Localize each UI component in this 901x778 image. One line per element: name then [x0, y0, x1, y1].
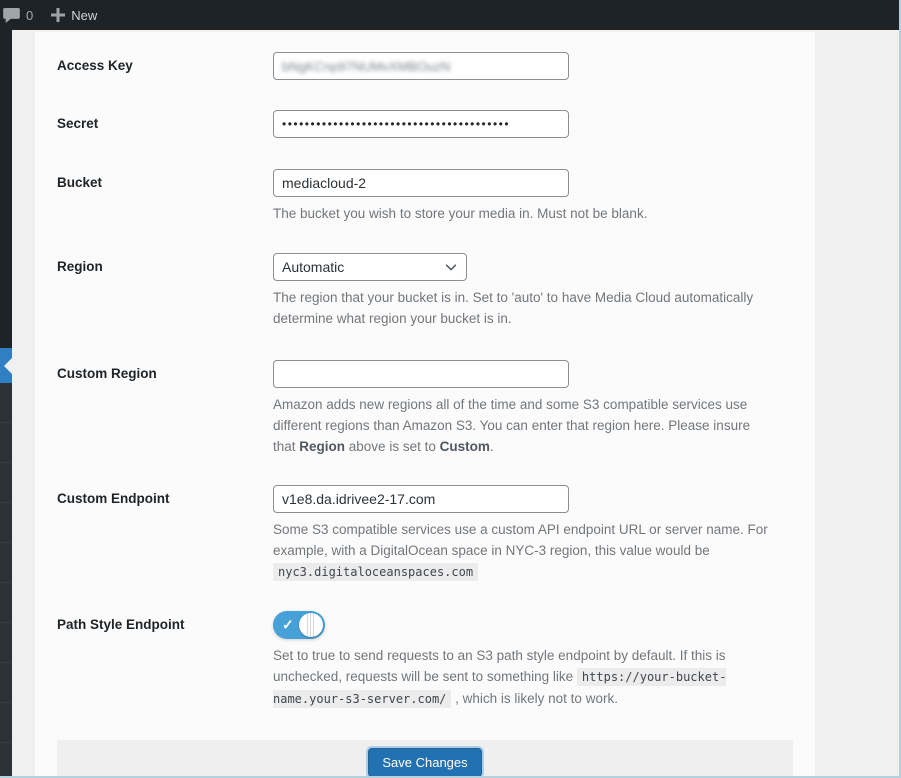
- path-style-toggle[interactable]: [273, 611, 325, 639]
- region-label: Region: [57, 259, 103, 274]
- custom-endpoint-input[interactable]: [273, 485, 569, 513]
- region-bold-ref: Region: [299, 439, 346, 454]
- region-row: [57, 253, 793, 329]
- admin-bar: [0, 0, 899, 30]
- access-key-row: [57, 52, 793, 80]
- custom-region-desc-text: above is set to: [345, 439, 440, 454]
- custom-bold-ref: Custom: [439, 439, 490, 454]
- active-menu-indicator[interactable]: [0, 348, 12, 383]
- secret-input[interactable]: [273, 110, 569, 138]
- admin-bar-comments[interactable]: [0, 0, 42, 30]
- admin-menu-bottom-segment: [0, 383, 12, 776]
- save-bar: [57, 740, 793, 778]
- comment-count: 0: [26, 7, 34, 23]
- settings-panel: [35, 32, 815, 778]
- example-url-code: https://your-bucket-name.your-s3-server.com/: [273, 670, 727, 706]
- save-changes-button[interactable]: Save Changes: [368, 748, 481, 777]
- secret-label: Secret: [57, 116, 99, 131]
- example-endpoint-code: nyc3.digitaloceanspaces.com: [273, 563, 478, 581]
- bucket-description: The bucket you wish to store your media in. Must not be blank.: [273, 206, 648, 221]
- toggle-knob: [299, 613, 323, 637]
- plus-icon: [51, 8, 65, 22]
- bucket-label: Bucket: [57, 175, 103, 190]
- comment-bubble-icon: [3, 8, 20, 23]
- new-label: New: [71, 7, 98, 23]
- region-select[interactable]: [273, 253, 467, 281]
- access-key-label: Access Key: [57, 58, 133, 73]
- admin-menu-top-segment: [0, 30, 12, 348]
- region-selected-value: Automatic: [282, 259, 345, 275]
- custom-endpoint-row: [57, 485, 793, 583]
- custom-region-desc-text: .: [489, 439, 494, 454]
- custom-endpoint-label: Custom Endpoint: [57, 491, 170, 506]
- path-style-desc-text: , which is likely not to work.: [451, 691, 618, 706]
- path-style-label: Path Style Endpoint: [57, 617, 185, 632]
- collapsed-admin-menu[interactable]: [0, 30, 12, 776]
- secret-row: [57, 110, 793, 138]
- custom-region-desc-text: Amazon adds new regions all of the time and some S3 compatible services use different regions than Amazon S3. You can enter that region here. Please insure that: [273, 397, 751, 454]
- custom-endpoint-desc-text: Some S3 compatible services use a custom API endpoint URL or server name. For example, with a DigitalOcean space in NYC-3 region, this value would be: [273, 522, 768, 558]
- custom-region-row: [57, 360, 793, 457]
- bucket-input[interactable]: [273, 169, 569, 197]
- path-style-description: [273, 645, 773, 710]
- access-key-value: bNgKCnp97NUMvXMBOuzN: [282, 58, 451, 74]
- chevron-down-icon: [444, 260, 458, 274]
- bucket-row: [57, 169, 793, 224]
- admin-bar-new[interactable]: [42, 0, 106, 30]
- access-key-input[interactable]: [273, 52, 569, 80]
- custom-region-input[interactable]: [273, 360, 569, 388]
- custom-region-description: [273, 394, 773, 457]
- custom-endpoint-description: [273, 519, 773, 583]
- path-style-desc-text: Set to true to send requests to an S3 path style endpoint by default. If this is unchecked, requests will be sent to something like: [273, 648, 726, 684]
- page-background: [12, 30, 899, 776]
- check-icon: ✓: [282, 616, 294, 633]
- region-description: The region that your bucket is in. Set to 'auto' to have Media Cloud automatically determine what region your bucket is in.: [273, 290, 754, 326]
- path-style-row: [57, 611, 793, 710]
- custom-region-label: Custom Region: [57, 366, 157, 381]
- current-page-arrow-icon: [4, 358, 12, 374]
